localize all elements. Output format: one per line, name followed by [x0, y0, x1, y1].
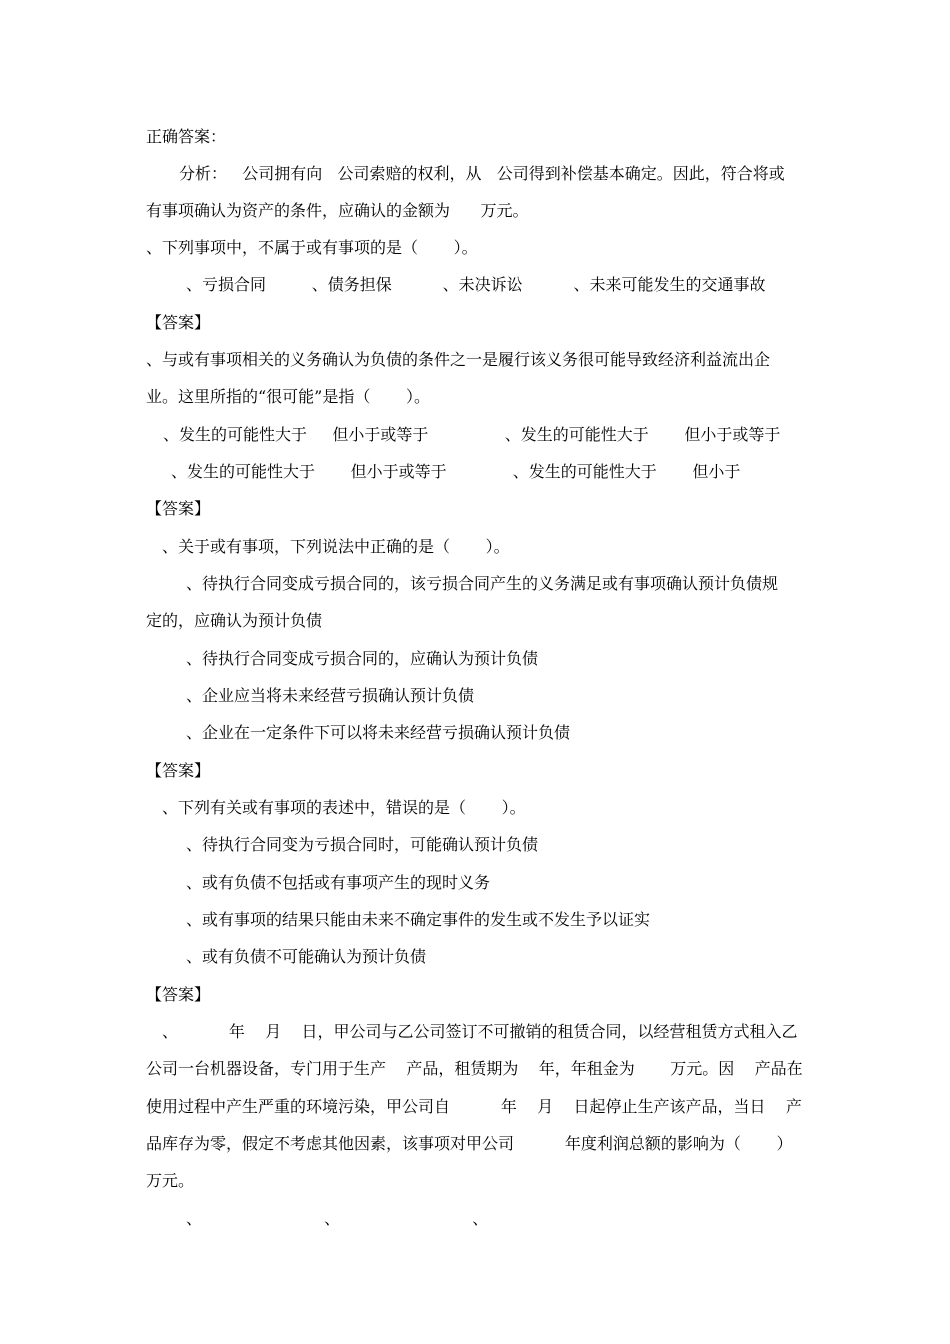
question-stem: 、与或有事项相关的义务确认为负债的条件之一是履行该义务很可能导致经济利益流出企: [146, 350, 771, 369]
question-option: 、或有负债不可能确认为预计负债: [186, 947, 427, 966]
answer-label: 【答案】: [146, 313, 211, 332]
analysis-line-1: 分析： 公司拥有向 公司索赔的权利，从 公司得到补偿基本确定。因此，符合将或: [179, 164, 785, 183]
answer-label: 【答案】: [146, 499, 211, 518]
question-stem-continued: 业。这里所指的“很可能”是指（ ）。: [146, 387, 430, 406]
question-stem-continued: 公司一台机器设备，专门用于生产 产品，租赁期为 年，年租金为 万元。因 产品在: [146, 1059, 803, 1078]
question-stem-continued: 使用过程中产生严重的环境污染，甲公司自 年 月 日起停止生产该产品，当日 产: [146, 1097, 802, 1116]
question-option: 、或有负债不包括或有事项产生的现时义务: [186, 873, 491, 892]
question-option: 、待执行合同变成亏损合同的，该亏损合同产生的义务满足或有事项确认预计负债规: [186, 574, 779, 593]
question-stem: 、下列有关或有事项的表述中，错误的是（ ）。: [162, 798, 526, 817]
question-options: 、 、 、: [186, 1209, 489, 1228]
analysis-line-2: 有事项确认为资产的条件，应确认的金额为 万元。: [146, 201, 529, 220]
question-option: 、待执行合同变为亏损合同时，可能确认预计负债: [186, 835, 539, 854]
question-options: 、亏损合同 、债务担保 、未决诉讼 、未来可能发生的交通事故: [186, 275, 766, 294]
question-stem: 、下列事项中，不属于或有事项的是（ ）。: [146, 238, 478, 257]
question-option: 、企业在一定条件下可以将未来经营亏损确认预计负债: [186, 723, 571, 742]
question-stem-continued: 万元。: [146, 1171, 195, 1190]
answer-label: 【答案】: [146, 761, 211, 780]
question-option: 、或有事项的结果只能由未来不确定事件的发生或不发生予以证实: [186, 910, 651, 929]
question-stem: 、关于或有事项，下列说法中正确的是（ ）。: [162, 537, 510, 556]
question-options: 、发生的可能性大于 但小于或等于 、发生的可能性大于 但小于: [171, 462, 741, 481]
question-options: 、发生的可能性大于 但小于或等于 、发生的可能性大于 但小于或等于: [163, 425, 781, 444]
answer-label: 【答案】: [146, 985, 211, 1004]
question-option-continued: 定的，应确认为预计负债: [146, 611, 323, 630]
correct-answer-label: 正确答案：: [146, 127, 227, 146]
question-option: 、企业应当将未来经营亏损确认预计负债: [186, 686, 475, 705]
question-stem-continued: 品库存为零，假定不考虑其他因素，该事项对甲公司 年度利润总额的影响为（ ）: [146, 1134, 793, 1153]
question-option: 、待执行合同变成亏损合同的，应确认为预计负债: [186, 649, 539, 668]
question-stem: 、 年 月 日，甲公司与乙公司签订不可撤销的租赁合同，以经营租赁方式租入乙: [162, 1022, 798, 1041]
